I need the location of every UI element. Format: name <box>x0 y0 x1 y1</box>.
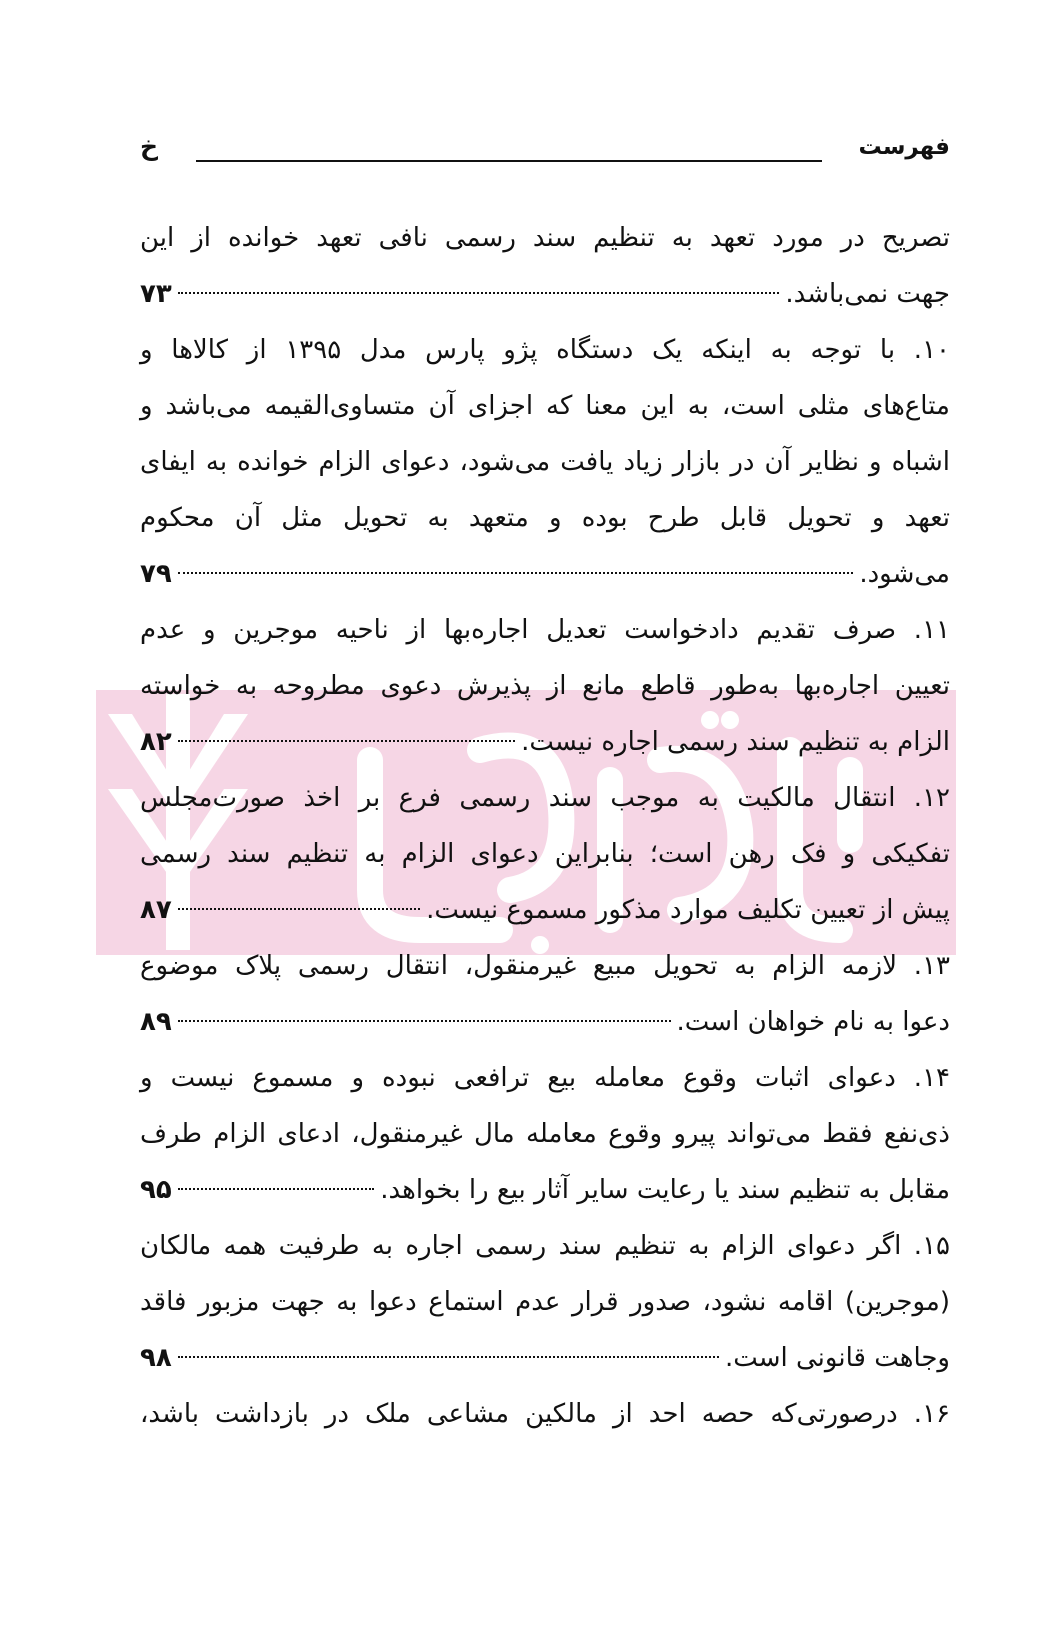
entry-line: ۱۱. صرف تقدیم دادخواست تعدیل اجاره‌بها از ناحیه موجرین و عدم <box>140 615 950 645</box>
entry-line: ۱۲. انتقال مالکیت به موجب سند رسمی فرع بر اخذ صورت‌مجلس <box>140 783 950 813</box>
entry-line: ذی‌نفع فقط می‌تواند پیرو وقوع معامله مال غیرمنقول، ادعای الزام طرف <box>140 1119 950 1149</box>
toc-entry[interactable] <box>140 1218 950 1386</box>
entry-tail: پیش از تعیین تکلیف موارد مذکور مسموع نیست. <box>426 895 950 925</box>
page-number: ۹۵ <box>140 1175 172 1205</box>
page-number: ۷۳ <box>140 279 172 309</box>
entry-tail: جهت نمی‌باشد. <box>785 279 950 309</box>
page-number: ۹۸ <box>140 1343 172 1373</box>
toc-list <box>140 210 950 1442</box>
entry-line: (موجرین) اقامه نشود، صدور قرار عدم استماع دعوا به جهت مزبور فاقد <box>140 1287 950 1317</box>
running-header <box>140 130 950 170</box>
entry-last-line <box>140 882 950 938</box>
entry-line: تعهد و تحویل قابل طرح بوده و متعهد به تحویل مثل آن محکوم <box>140 503 950 533</box>
entry-last-line <box>140 1162 950 1218</box>
toc-entry[interactable] <box>140 1386 950 1442</box>
entry-line: ۱۴. دعوای اثبات وقوع معامله بیع ترافعی نبوده و مسموع نیست و <box>140 1063 950 1093</box>
entry-last-line <box>140 1330 950 1386</box>
dot-leader <box>178 292 780 294</box>
page-number: ۸۹ <box>140 1007 172 1037</box>
toc-entry[interactable] <box>140 210 950 322</box>
entry-last-line <box>140 546 950 602</box>
dot-leader <box>178 572 854 574</box>
page-letter: خ <box>140 132 159 161</box>
entry-line: ۱۳. لازمه الزام به تحویل مبیع غیرمنقول، انتقال رسمی پلاک موضوع <box>140 951 950 981</box>
dot-leader <box>178 908 420 910</box>
entry-last-line <box>140 994 950 1050</box>
entry-tail: وجاهت قانونی است. <box>724 1343 950 1373</box>
page-number: ۸۷ <box>140 895 172 925</box>
dot-leader <box>178 740 515 742</box>
entry-line: تفکیکی و فک رهن است؛ بنابراین دعوای الزام به تنظیم سند رسمی <box>140 839 950 869</box>
page-number: ۷۹ <box>140 559 172 589</box>
dot-leader <box>178 1020 671 1022</box>
entry-last-line <box>140 266 950 322</box>
entry-line: اشباه و نظایر آن در بازار زیاد یافت می‌شود، دعوای الزام خوانده به ایفای <box>140 447 950 477</box>
entry-line: تعیین اجاره‌بها به‌طور قاطع مانع از پذیرش دعوی مطروحه به خواسته <box>140 671 950 701</box>
toc-entry[interactable] <box>140 770 950 938</box>
entry-line: متاع‌های مثلی است، به این معنا که اجزای آن متساوی‌القیمه می‌باشد و <box>140 391 950 421</box>
entry-line: تصریح در مورد تعهد به تنظیم سند رسمی نافی تعهد خوانده از این <box>140 223 950 253</box>
entry-tail: الزام به تنظیم سند رسمی اجاره نیست. <box>521 727 950 757</box>
entry-tail: دعوا به نام خواهان است. <box>676 1007 950 1037</box>
entry-line: ۱۶. درصورتی‌که حصه احد از مالکین مشاعی ملک در بازداشت باشد، <box>140 1399 950 1429</box>
entry-tail: می‌شود. <box>859 559 950 589</box>
header-title: فهرست <box>858 134 950 160</box>
toc-entry[interactable] <box>140 938 950 1050</box>
entry-tail: مقابل به تنظیم سند یا رعایت سایر آثار بیع را بخواهد. <box>380 1175 950 1205</box>
dot-leader <box>178 1356 719 1358</box>
entry-last-line <box>140 714 950 770</box>
toc-entry[interactable] <box>140 322 950 602</box>
dot-leader <box>178 1188 375 1190</box>
entry-line: ۱۰. با توجه به اینکه یک دستگاه پژو پارس مدل ۱۳۹۵ از کالاها و <box>140 335 951 365</box>
toc-entry[interactable] <box>140 1050 950 1218</box>
page-number: ۸۲ <box>140 727 172 757</box>
header-rule <box>196 160 822 162</box>
entry-line: ۱۵. اگر دعوای الزام به تنظیم سند رسمی اجاره به طرفیت همه مالکان <box>140 1231 950 1261</box>
toc-entry[interactable] <box>140 602 950 770</box>
